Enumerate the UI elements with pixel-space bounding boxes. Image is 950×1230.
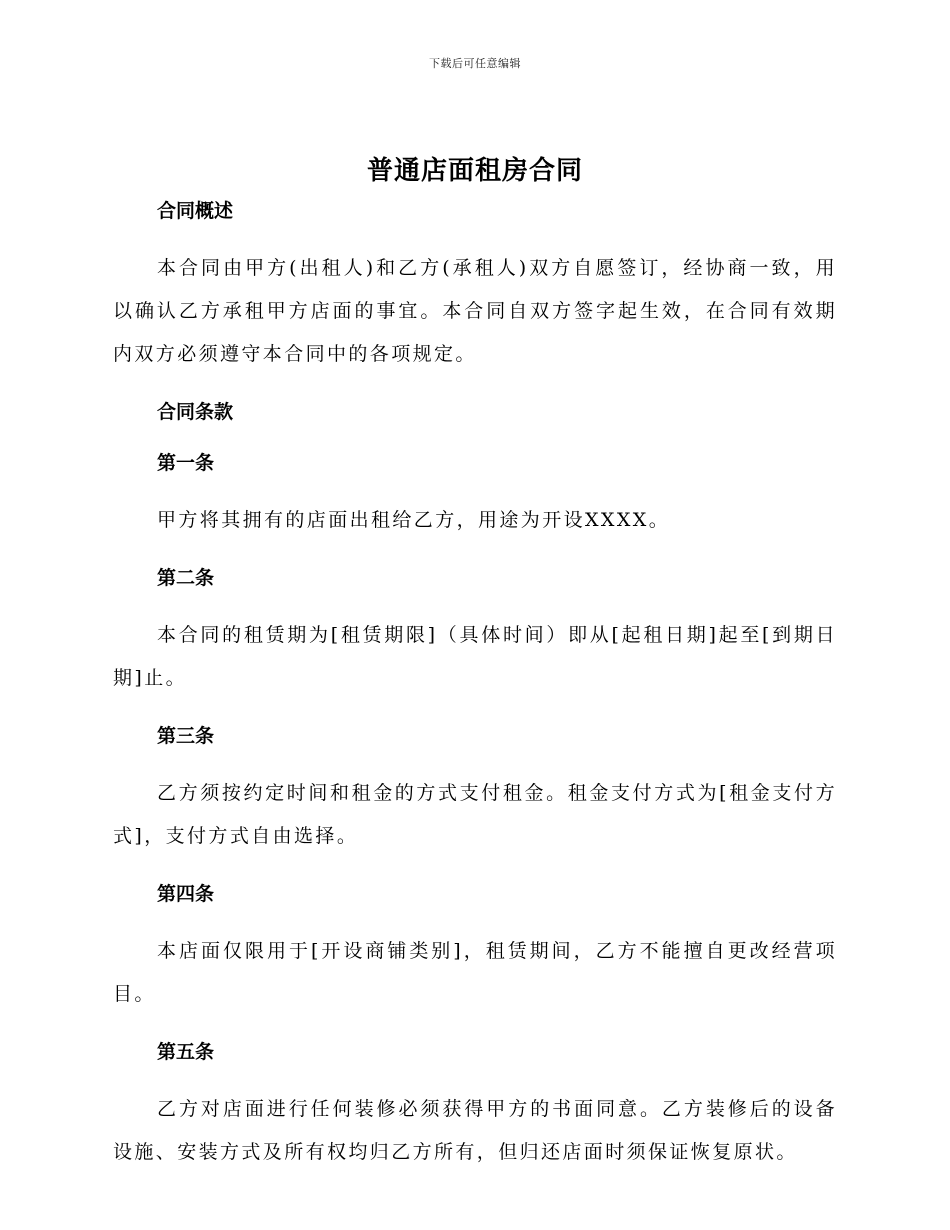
article-1-text: 甲方将其拥有的店面出租给乙方，用途为开设XXXX。 xyxy=(157,509,671,531)
article-4-text: 本店面仅限用于[开设商铺类别]，租赁期间，乙方不能擅自更改经营项目。 xyxy=(113,940,837,1005)
document-title: 普通店面租房合同 xyxy=(366,156,583,186)
article-2-text: 本合同的租赁期为[租赁期限]（具体时间）即从[起租日期]起至[到期日期]止。 xyxy=(113,624,837,689)
article-3-heading: 第三条 xyxy=(157,725,215,747)
document-body xyxy=(113,196,837,1174)
article-5-text: 乙方对店面进行任何装修必须获得甲方的书面同意。乙方装修后的设备设施、安装方式及所有权均归乙方所有，但归还店面时须保证恢复原状。 xyxy=(113,1098,837,1163)
article-2-heading: 第二条 xyxy=(157,567,215,589)
section-heading-terms: 合同条款 xyxy=(157,401,234,423)
article-5-heading: 第五条 xyxy=(157,1041,215,1063)
article-1-heading: 第一条 xyxy=(157,452,215,474)
article-4-heading: 第四条 xyxy=(157,883,215,905)
section-text-overview: 本合同由甲方(出租人)和乙方(承租人)双方自愿签订，经协商一致，用以确认乙方承租甲方店面的事宜。本合同自双方签字起生效，在合同有效期内双方必须遵守本合同中的各项规定。 xyxy=(113,257,837,365)
header-note: 下载后可任意编辑 xyxy=(429,57,521,70)
article-3-text: 乙方须按约定时间和租金的方式支付租金。租金支付方式为[租金支付方式]，支付方式自由选择。 xyxy=(113,782,837,847)
section-heading-overview: 合同概述 xyxy=(157,200,234,222)
